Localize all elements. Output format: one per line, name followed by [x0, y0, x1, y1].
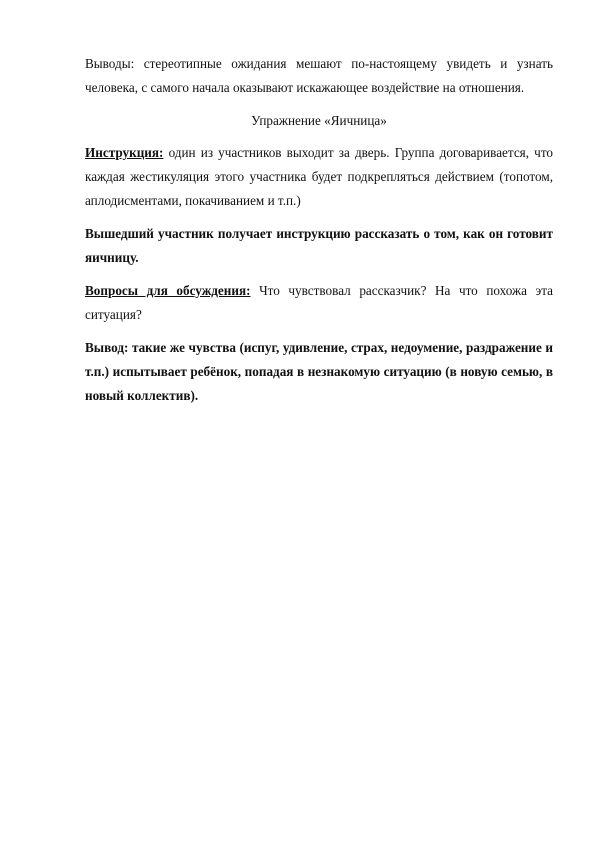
exercise-title: Упражнение «Яичница»: [251, 113, 387, 128]
conclusion-paragraph: Выводы: стереотипные ожидания мешают по-настоящему увидеть и узнать человека, с самого начала оказывают искажающее воздействие на отношения.: [85, 56, 553, 95]
task-paragraph: Вышедший участник получает инструкцию рассказать о том, как он готовит яичницу.: [85, 226, 553, 265]
questions-paragraph: [85, 279, 553, 327]
questions-text: Что чувствовал рассказчик? На что похожа эта ситуация?: [85, 283, 553, 322]
document-page: [85, 52, 553, 417]
instruction-text: один из участников выходит за дверь. Группа договаривается, что каждая жестикуляция этого участника будет подкрепляться действием (топотом, аплодисментами, покачиванием и т.п.): [85, 145, 553, 208]
instruction-paragraph: [85, 141, 553, 213]
questions-label: Вопросы для обсуждения:: [85, 283, 251, 298]
final-conclusion-paragraph: Вывод: такие же чувства (испуг, удивление, страх, недоумение, раздражение и т.п.) испытывает ребёнок, попадая в незнакомую ситуацию (в новую семью, в новый коллектив).: [85, 340, 553, 403]
instruction-label: Инструкция:: [85, 145, 164, 160]
